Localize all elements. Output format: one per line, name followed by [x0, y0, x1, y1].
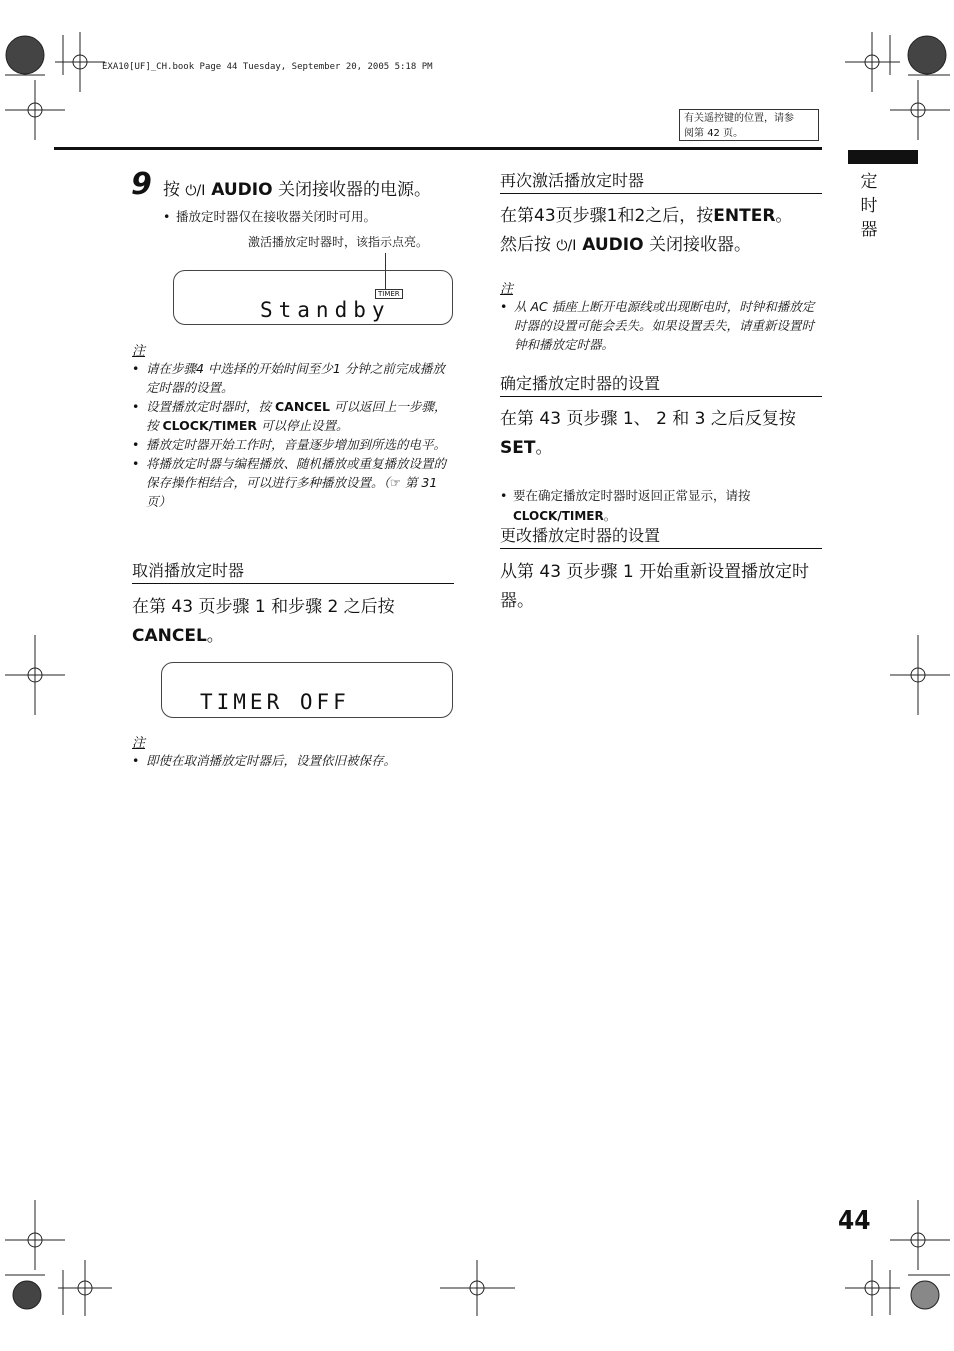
book-info-header: EXA10[UF]_CH.book Page 44 Tuesday, September 20, 2005 5:18 PM: [102, 62, 433, 72]
reactivate-timer-instruction: 在第43页步骤1和2之后，按ENTER。 然后按 ⏻/I AUDIO 关闭接收器。: [500, 202, 825, 261]
timer-off-display: [161, 662, 453, 718]
note-2-item: • 即使在取消播放定时器后，设置依旧被保存。: [132, 751, 457, 770]
note-1-item-4: • 将播放定时器与编程播放、随机播放或重复播放设置的保存操作相结合，可以进行多种播放设置。（☞ 第 31 页）: [132, 454, 457, 511]
change-timer-heading: 更改播放定时器的设置: [500, 525, 822, 549]
side-tab-bar: [848, 150, 918, 164]
timer-off-display-text: TIMER OFF: [200, 690, 350, 714]
reactivate-timer-heading: 再次激活播放定时器: [500, 170, 822, 194]
timer-indicator-callout: 激活播放定时器时，该指示点亮。: [248, 235, 429, 249]
power-standby-icon: ⏻/I: [185, 183, 206, 199]
power-standby-icon: ⏻/I: [556, 238, 577, 254]
ref-line-1: 有关遥控键的位置，请参: [684, 113, 794, 124]
standby-display: [173, 270, 453, 325]
note-1-item-3: • 播放定时器开始工作时，音量逐步增加到所选的电平。: [132, 435, 457, 454]
note-1-item-2: • 设置播放定时器时，按 CANCEL 可以返回上一步骤，按 CLOCK/TIMER 可以停止设置。: [132, 397, 457, 435]
timer-indicator: TIMER: [375, 289, 403, 299]
confirm-timer-bullet: • 要在确定播放定时器时返回正常显示，请按 CLOCK/TIMER。: [500, 486, 835, 526]
top-rule: [54, 147, 822, 150]
step-9-bullet: • 播放定时器仅在接收器关闭时可用。: [163, 207, 466, 227]
remote-reference-box: [679, 109, 819, 141]
note-3: [500, 278, 826, 354]
note-1: [132, 340, 457, 511]
note-3-label: 注: [500, 282, 514, 297]
step-number: 9: [131, 167, 152, 202]
side-tab-label: 定 时 器: [860, 172, 878, 240]
change-timer-instruction: 从第 43 页步骤 1 开始重新设置播放定时器。: [500, 562, 810, 611]
cancel-timer-heading: 取消播放定时器: [132, 560, 454, 584]
standby-display-text: Standby: [260, 298, 391, 322]
confirm-timer-instruction: 在第 43 页步骤 1、 2 和 3 之后反复按 SET。: [500, 409, 796, 458]
note-2: [132, 732, 457, 770]
note-1-item-1: • 请在步骤4 中选择的开始时间至少1 分钟之前完成播放定时器的设置。: [132, 359, 457, 397]
note-3-item: • 从 AC 插座上断开电源线或出现断电时，时钟和播放定时器的设置可能会丢失。如果设置丢失，请重新设置时钟和播放定时器。: [500, 297, 826, 354]
page-number: 44: [838, 1206, 871, 1236]
cancel-timer-instruction: 在第 43 页步骤 1 和步骤 2 之后按 CANCEL。: [132, 597, 395, 646]
note-2-label: 注: [132, 736, 146, 751]
note-1-label: 注: [132, 344, 146, 359]
ref-line-2: 阅第 42 页。: [684, 128, 744, 139]
confirm-timer-heading: 确定播放定时器的设置: [500, 373, 822, 397]
step-9-instruction: 按 ⏻/I AUDIO 关闭接收器的电源。: [163, 176, 431, 206]
